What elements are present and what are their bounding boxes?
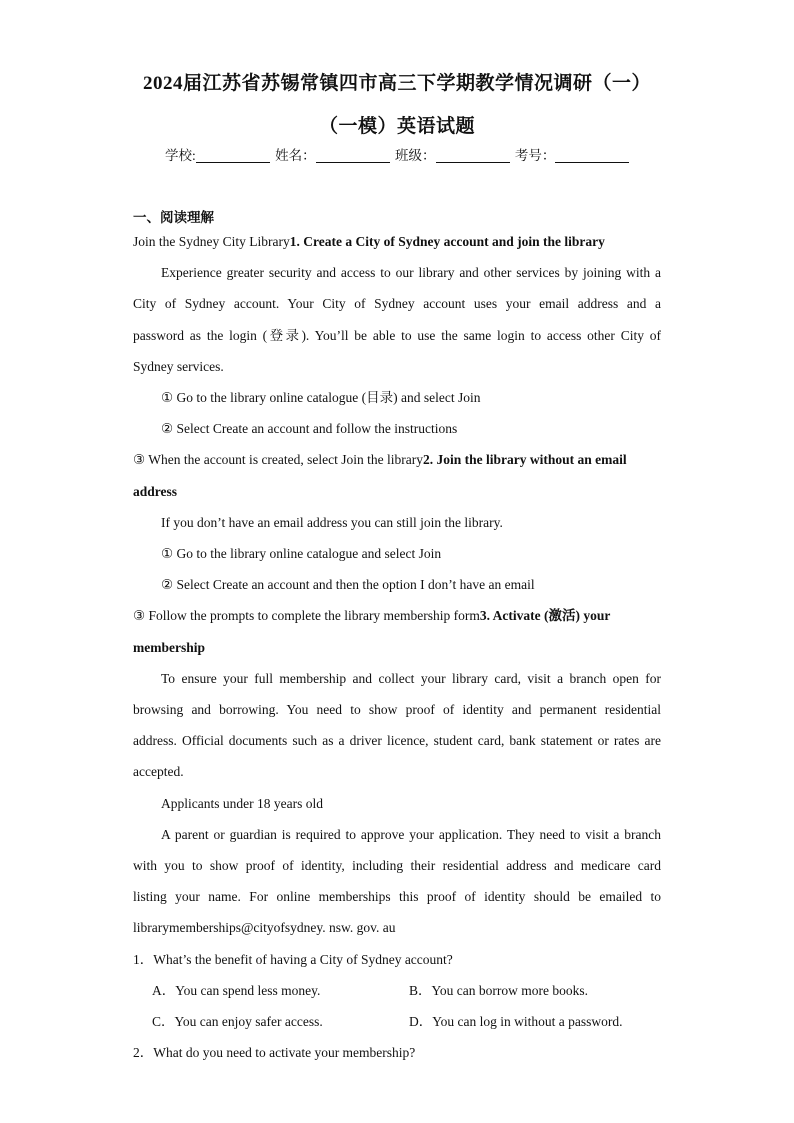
paragraph-line: listing your name. For online memberships this proof of identity should be emailed to: [133, 889, 661, 904]
question-1-option-a[interactable]: A．You can spend less money.: [152, 983, 321, 998]
passage-title: Join the Sydney City Library: [133, 234, 290, 249]
paragraph-line: with you to show proof of identity, including their residential address and medicare card: [133, 858, 661, 873]
paragraph-line: Sydney services.: [133, 359, 224, 374]
step-item: ① Go to the library online catalogue (目录) and select Join: [161, 390, 481, 405]
paragraph-line: Experience greater security and access to our library and other services by joining with a: [161, 265, 661, 280]
question-1-option-d[interactable]: D．You can log in without a password.: [409, 1014, 623, 1029]
step-heading-2-cont: address: [133, 484, 178, 499]
school-label: 学校:: [165, 148, 196, 163]
step-item: ① Go to the library online catalogue and select Join: [161, 546, 442, 561]
step-item: [133, 606, 661, 626]
class-blank[interactable]: [436, 147, 510, 163]
class-label: 班级：: [395, 148, 436, 163]
question-2-stem: 2．What do you need to activate your membership?: [133, 1045, 416, 1060]
paragraph-line: A parent or guardian is required to approve your application. They need to visit a branch: [161, 827, 661, 842]
name-blank[interactable]: [316, 147, 390, 163]
school-blank[interactable]: [196, 147, 270, 163]
paragraph-line: browsing and borrowing. You need to show proof of identity and permanent residential: [133, 702, 661, 717]
title-line-1: 2024届江苏省苏锡常镇四市高三下学期教学情况调研（一）: [142, 73, 651, 94]
question-1-option-c[interactable]: C．You can enjoy safer access.: [152, 1014, 323, 1029]
paragraph-line: Applicants under 18 years old: [161, 796, 323, 811]
title-line-2: （一模）英语试题: [318, 116, 475, 137]
step-item: ② Select Create an account and follow the instructions: [161, 421, 458, 436]
step-item: ② Select Create an account and then the option I don’t have an email: [161, 577, 535, 592]
step-text: ③ When the account is created, select Join the library: [133, 452, 423, 467]
paragraph-line: If you don’t have an email address you can still join the library.: [161, 515, 503, 530]
step-heading-3: 3. Activate (激活) your: [479, 608, 611, 623]
step-item: [133, 450, 661, 470]
paragraph-line: City of Sydney account. Your City of Sydney account uses your email address and a: [133, 296, 661, 311]
step-heading-2: 2. Join the library without an email: [423, 452, 627, 467]
name-label: 姓名：: [275, 148, 316, 163]
section-heading: 一、阅读理解: [133, 210, 214, 225]
paragraph-line: password as the login (登录). You’ll be able to use the same login to access other City of: [133, 328, 661, 343]
paragraph-line: accepted.: [133, 764, 184, 779]
step-text: ③ Follow the prompts to complete the library membership form: [133, 608, 480, 623]
exam-number-label: 考号：: [514, 148, 556, 163]
step-heading-1: 1. Create a City of Sydney account and join the library: [289, 234, 605, 249]
passage-line: [133, 232, 661, 252]
question-1-stem: 1．What’s the benefit of having a City of Sydney account?: [133, 952, 453, 967]
email-address: librarymemberships@cityofsydney. nsw. gov. au: [133, 920, 396, 935]
exam-number-blank[interactable]: [555, 147, 629, 163]
question-1-option-b[interactable]: B．You can borrow more books.: [409, 983, 588, 998]
student-info-fields: [165, 144, 631, 164]
paragraph-line: To ensure your full membership and collect your library card, visit a branch open for: [161, 671, 661, 686]
step-heading-3-cont: membership: [133, 640, 205, 655]
paragraph-line: address. Official documents such as a driver licence, student card, bank statement or rates are: [133, 733, 661, 748]
